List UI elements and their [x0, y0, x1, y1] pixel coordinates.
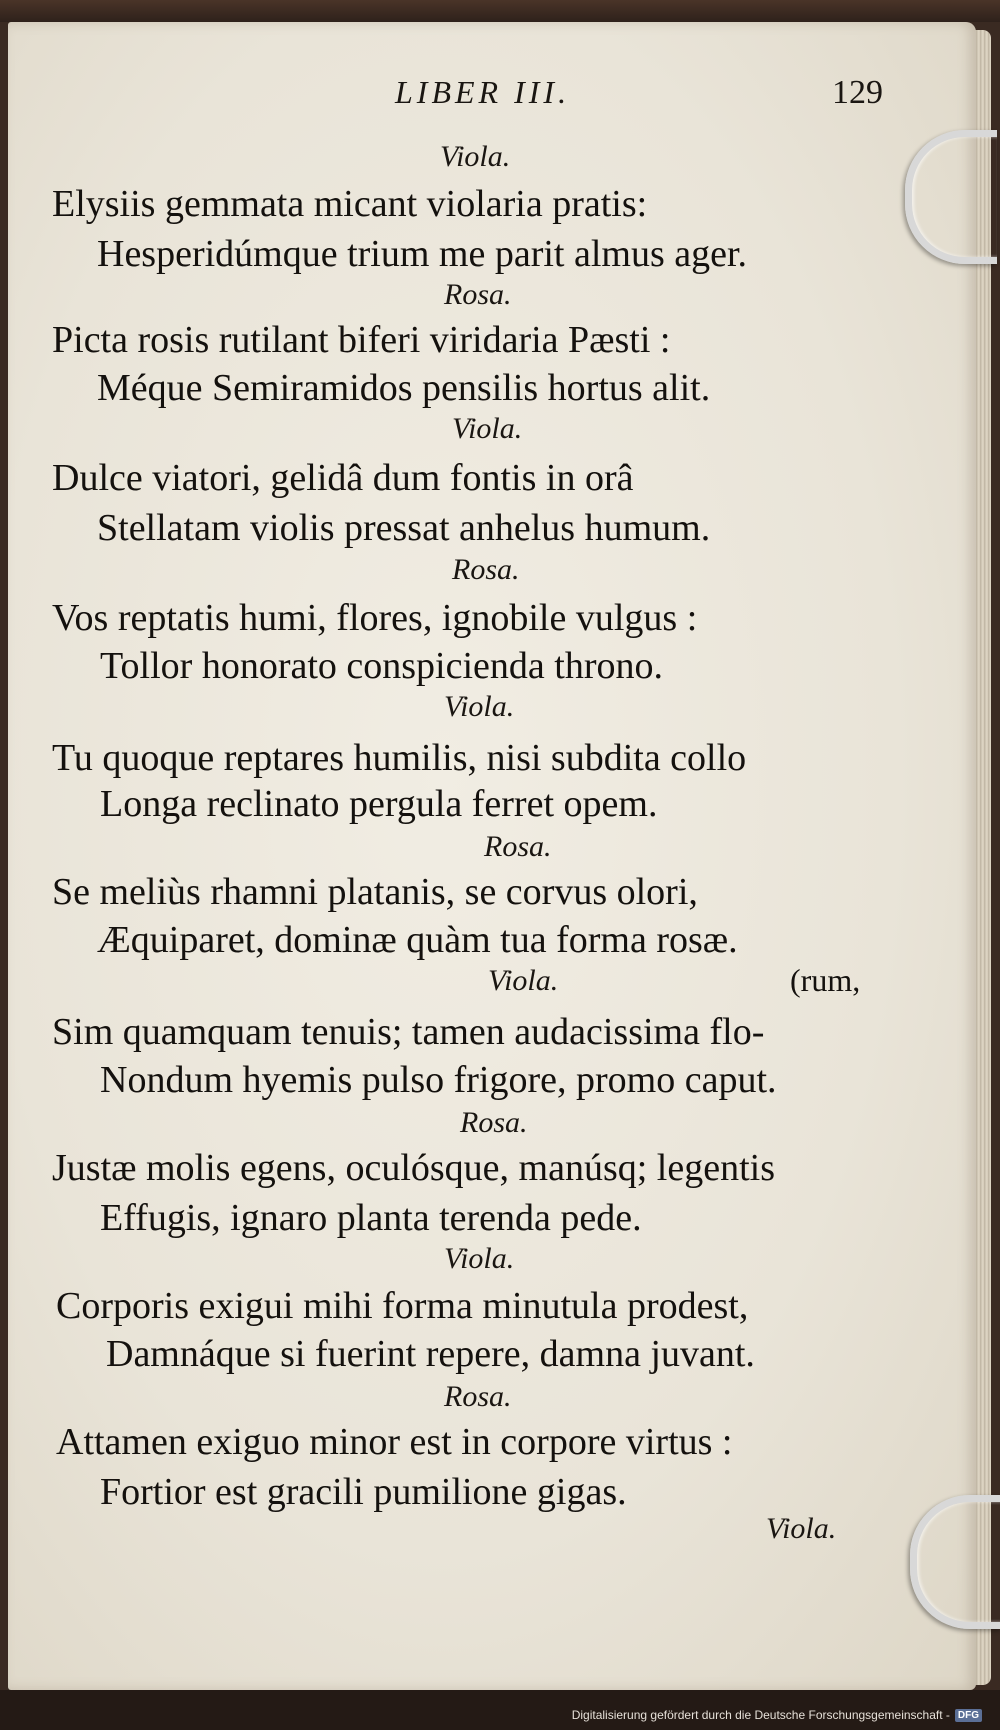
catchword: (rum, [790, 962, 861, 998]
book-top-edge [0, 0, 1000, 22]
verse-line: Attamen exiguo minor est in corpore virtus : [56, 1421, 733, 1463]
verse-line: Effugis, ignaro planta terenda pede. [100, 1197, 642, 1239]
credit-text: Digitalisierung gefördert durch die Deutsche Forschungsgemeinschaft - [571, 1708, 950, 1722]
verse-line: Corporis exigui mihi forma minutula prodest, [56, 1285, 749, 1327]
verse-line: Hesperidúmque trium me parit almus ager. [97, 233, 748, 275]
verse-line: Stellatam violis pressat anhelus humum. [97, 507, 711, 549]
verse-line: Æquiparet, dominæ quàm tua forma rosæ. [97, 919, 738, 961]
speaker-label: Rosa. [444, 278, 512, 311]
verse-line: Damnáque si fuerint repere, damna juvant. [106, 1333, 755, 1375]
verse-line: Picta rosis rutilant biferi viridaria Pæsti : [52, 319, 671, 361]
running-head: LIBER III. [395, 74, 571, 110]
speaker-label: Viola. [440, 140, 511, 173]
verse-line: Se meliùs rhamni platanis, se corvus olori, [52, 871, 698, 913]
speaker-label: Viola. [444, 690, 515, 723]
digitization-credit [572, 1708, 982, 1722]
verse-line: Vos reptatis humi, flores, ignobile vulgus : [52, 597, 698, 639]
verse-line: Tu quoque reptares humilis, nisi subdita collo [52, 737, 747, 779]
verse-line: Nondum hyemis pulso frigore, promo caput. [100, 1059, 777, 1101]
speaker-label: Rosa. [452, 553, 520, 586]
verse-line: Méque Semiramidos pensilis hortus alit. [97, 367, 711, 409]
page-number: 129 [832, 74, 883, 111]
speaker-label: Viola. [488, 964, 559, 997]
speaker-label: Rosa. [484, 830, 552, 863]
verse-line: Longa reclinato pergula ferret opem. [100, 783, 658, 825]
verse-line: Sim quamquam tenuis; tamen audacissima flo- [52, 1011, 765, 1053]
speaker-label: Viola. [444, 1242, 515, 1275]
verse-line: Justæ molis egens, oculósque, manúsq; legentis [52, 1147, 776, 1189]
verse-line: Elysiis gemmata micant violaria pratis: [52, 183, 648, 225]
page-header [0, 74, 1000, 118]
dfg-logo-icon: DFG [955, 1709, 982, 1722]
verse-line: Dulce viatori, gelidâ dum fontis in orâ [52, 457, 634, 499]
verse-line: Tollor honorato conspicienda throno. [100, 645, 663, 687]
speaker-label: Rosa. [460, 1106, 528, 1139]
catchword-speaker: Viola. [766, 1512, 837, 1545]
speaker-label: Rosa. [444, 1380, 512, 1413]
verse-line: Fortior est gracili pumilione gigas. [100, 1471, 627, 1513]
speaker-label: Viola. [452, 412, 523, 445]
